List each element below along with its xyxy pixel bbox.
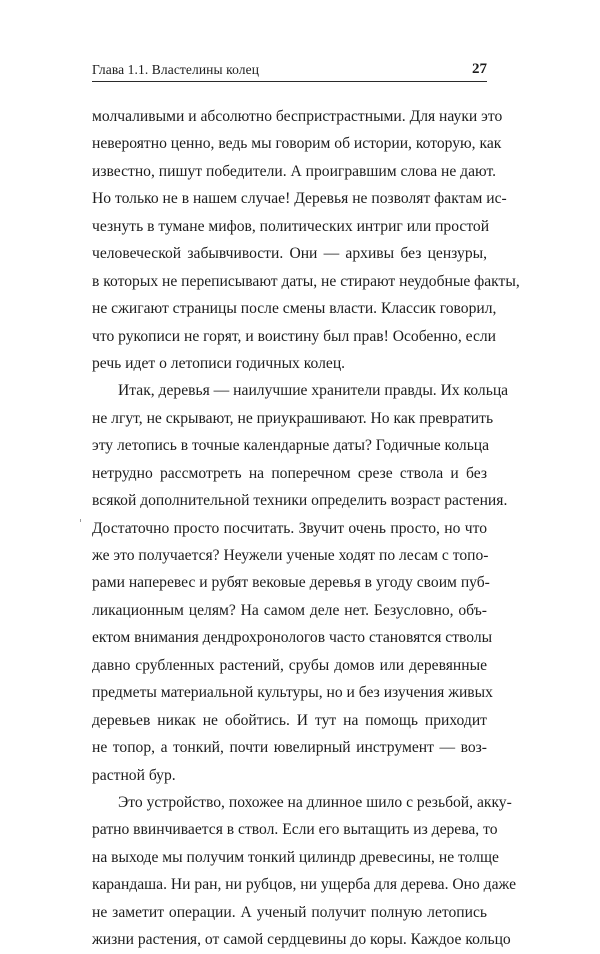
page-number: 27 [472,61,487,77]
text-line: речь идет о летописи годичных колец. [92,354,346,372]
text-line: Итак, деревья — наилучшие хранители правды. Их кольца [118,382,509,400]
paragraph [92,377,509,789]
running-title: Глава 1.1. Властелины колец [92,62,260,77]
text-line: рами наперевес и рубят вековые деревья в угоду своим пуб- [92,574,490,592]
paragraph [92,789,517,954]
text-line: не лгут, не скрывают, не приукрашивают. Но как превратить [92,409,494,427]
text-line: человеческой забывчивости. Они — архивы без цензуры, [92,245,487,263]
text-line: ектом внимания дендрохронологов часто становятся стволы [92,629,493,647]
text-line: растной бур. [92,766,176,784]
text-line: ликационным целям? На самом деле нет. Безусловно, объ- [92,601,487,619]
paragraph [92,103,520,377]
text-line: всякой дополнительной техники определить возраст растения. [92,492,508,510]
text-line: предметы материальной культуры, но и без изучения живых [92,684,493,702]
text-line: ратно ввинчивается в ствол. Если его вытащить из дерева, то [92,821,498,839]
text-line: невероятно ценно, ведь мы говорим об истории, которую, как [92,135,502,153]
text-line: что рукописи не горят, и воистину был прав! Особенно, если [92,327,496,345]
text-line: не заметит операции. А ученый получит полную летопись [92,903,487,921]
text-line: Это устройство, похожее на длинное шило с резьбой, акку- [118,793,512,811]
text-line: давно срубленных растений, срубы домов или деревянные [92,656,487,674]
text-line: молчаливыми и абсолютно беспристрастными. Для науки это [92,108,503,125]
text-line: же это получается? Неужели ученые ходят по лесам с топо- [92,547,489,564]
text-line: на выходе мы получим тонкий цилиндр древесины, не толще [92,848,499,866]
text-line: Достаточно просто посчитать. Звучит очень просто, но что [92,519,487,537]
text-line: не топор, а тонкий, почти ювелирный инструмент — воз- [92,739,487,757]
text-line: не сжигают страницы после смены власти. Классик говорил, [92,300,497,318]
text-line: чезнуть в тумане мифов, политических интриг или простой [92,217,490,235]
body-text [92,103,520,954]
text-line: жизни растения, от самой сердцевины до коры. Каждое кольцо [92,931,511,949]
text-line: Но только не в нашем случае! Деревья не позволят фактам ис- [92,190,507,208]
margin-mark [80,519,81,522]
text-line: карандаша. Ни ран, ни рубцов, ни ущерба для дерева. Оно даже [92,876,517,894]
text-line: деревьев никак не обойтись. И тут на помощь приходит [92,711,487,729]
text-line: нетрудно рассмотреть на поперечном срезе ствола и без [92,464,487,482]
running-head [92,54,487,82]
text-line: известно, пишут победители. А проигравшим слова не дают. [92,162,497,180]
text-line: эту летопись в точные календарные даты? Годичные кольца [92,437,490,455]
text-line: в которых не переписывают даты, не стирают неудобные факты, [92,272,520,290]
